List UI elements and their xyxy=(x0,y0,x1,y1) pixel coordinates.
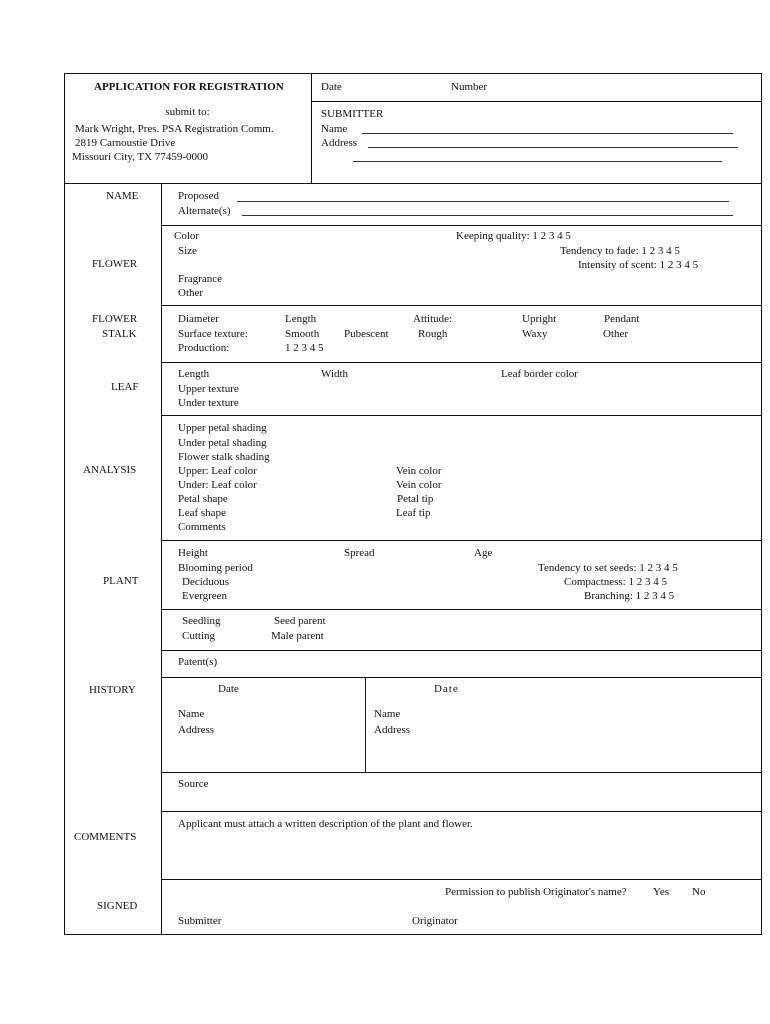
spread-label: Spread xyxy=(344,547,375,559)
signed-section-label: SIGNED xyxy=(97,900,138,912)
surface-texture-label: Surface texture: xyxy=(178,328,248,340)
analysis-item: Upper petal shading xyxy=(178,422,267,434)
label-column-divider xyxy=(161,183,162,935)
analysis-item: Under: Leaf color xyxy=(178,479,257,491)
submitter-name-label: Name xyxy=(321,123,348,135)
upright-option[interactable]: Upright xyxy=(522,313,557,325)
address-line-1: Mark Wright, Pres. PSA Registration Comm. xyxy=(75,123,274,135)
rule-after-comments xyxy=(161,879,762,880)
submitter-name-line[interactable] xyxy=(362,133,733,134)
size-label: Size xyxy=(178,245,197,257)
leaf-section-label: LEAF xyxy=(111,381,139,393)
fragrance-label: Fragrance xyxy=(178,273,222,285)
analysis-item-right: Leaf tip xyxy=(396,507,431,519)
header-divider xyxy=(311,73,312,183)
leaf-length-label: Length xyxy=(178,368,210,380)
compactness-label: Compactness: 1 2 3 4 5 xyxy=(564,576,667,588)
rule-after-plant xyxy=(161,609,762,610)
seed-parent-label: Seed parent xyxy=(274,615,326,627)
comments-section-label: COMMENTS xyxy=(74,831,137,843)
submit-to-label: submit to: xyxy=(165,106,210,118)
rule-after-flower xyxy=(161,305,762,306)
comments-note: Applicant must attach a written description of the plant and flower. xyxy=(178,818,473,830)
permission-question: Permission to publish Originator's name? xyxy=(445,886,627,898)
patents-label: Patent(s) xyxy=(178,656,218,668)
rule-after-parents xyxy=(161,650,762,651)
color-label: Color xyxy=(174,230,200,242)
originator-signature-label: Originator xyxy=(412,915,458,927)
leaf-border-color-label: Leaf border color xyxy=(501,368,578,380)
height-label: Height xyxy=(178,547,208,559)
address-line-3: Missouri City, TX 77459-0000 xyxy=(72,151,208,163)
keeping-quality-label: Keeping quality: 1 2 3 4 5 xyxy=(456,230,571,242)
date-field-label[interactable]: Date xyxy=(321,81,342,93)
analysis-item-right: Petal tip xyxy=(397,493,434,505)
waxy-option[interactable]: Waxy xyxy=(522,328,548,340)
name-section-label: NAME xyxy=(106,190,139,202)
pendant-option[interactable]: Pendant xyxy=(604,313,640,325)
rule-after-patents xyxy=(161,677,762,678)
flower-stalk-label-1: FLOWER xyxy=(92,313,138,325)
header-date-rule xyxy=(311,101,762,102)
analysis-item: Upper: Leaf color xyxy=(178,465,257,477)
history-date-right: Date xyxy=(434,683,459,695)
pubescent-option[interactable]: Pubescent xyxy=(344,328,389,340)
number-field-label[interactable]: Number xyxy=(451,81,488,93)
smooth-option[interactable]: Smooth xyxy=(285,328,320,340)
analysis-item: Comments xyxy=(178,521,226,533)
stalk-other-option[interactable]: Other xyxy=(603,328,629,340)
blooming-period-label: Blooming period xyxy=(178,562,253,574)
leaf-width-label: Width xyxy=(321,368,349,380)
history-column-divider xyxy=(365,677,366,772)
flower-stalk-label-2: STALK xyxy=(102,328,137,340)
cutting-option[interactable]: Cutting xyxy=(182,630,216,642)
history-name-left: Name xyxy=(178,708,205,720)
analysis-item: Leaf shape xyxy=(178,507,226,519)
under-texture-label: Under texture xyxy=(178,397,239,409)
rule-after-history xyxy=(161,772,762,773)
permission-no-option[interactable]: No xyxy=(692,886,706,898)
deciduous-option[interactable]: Deciduous xyxy=(182,576,230,588)
analysis-item-right: Vein color xyxy=(396,465,442,477)
intensity-of-scent-label: Intensity of scent: 1 2 3 4 5 xyxy=(578,259,699,271)
analysis-section-label: ANALYSIS xyxy=(83,464,137,476)
flower-other-label: Other xyxy=(178,287,204,299)
rule-after-analysis xyxy=(161,540,762,541)
rule-after-source xyxy=(161,811,762,812)
rule-after-leaf xyxy=(161,415,762,416)
rough-option[interactable]: Rough xyxy=(418,328,448,340)
age-label: Age xyxy=(474,547,493,559)
history-date-left: Date xyxy=(218,683,239,695)
form-title: APPLICATION FOR REGISTRATION xyxy=(94,81,284,93)
submitter-heading: SUBMITTER xyxy=(321,108,384,120)
production-label: Production: xyxy=(178,342,230,354)
analysis-item: Under petal shading xyxy=(178,437,267,449)
upper-texture-label: Upper texture xyxy=(178,383,239,395)
alternate-line[interactable] xyxy=(242,215,733,216)
plant-section-label: PLANT xyxy=(103,575,139,587)
proposed-label: Proposed xyxy=(178,190,219,202)
tendency-to-set-seeds-label: Tendency to set seeds: 1 2 3 4 5 xyxy=(538,562,678,574)
diameter-label: Diameter xyxy=(178,313,219,325)
flower-section-label: FLOWER xyxy=(92,258,138,270)
submitter-address-label: Address xyxy=(321,137,358,149)
male-parent-label: Male parent xyxy=(271,630,324,642)
history-section-label: HISTORY xyxy=(89,684,136,696)
seedling-option[interactable]: Seedling xyxy=(182,615,221,627)
header-bottom-rule xyxy=(64,183,762,184)
source-label: Source xyxy=(178,778,209,790)
production-scale[interactable]: 1 2 3 4 5 xyxy=(285,342,324,354)
submitter-address-line-2[interactable] xyxy=(353,161,722,162)
attitude-label: Attitude: xyxy=(413,313,453,325)
analysis-item-right: Vein color xyxy=(396,479,442,491)
analysis-item: Petal shape xyxy=(178,493,228,505)
history-name-right: Name xyxy=(374,708,401,720)
rule-after-stalk xyxy=(161,362,762,363)
submitter-signature-label: Submitter xyxy=(178,915,222,927)
address-line-2: 2819 Carnoustie Drive xyxy=(75,137,176,149)
branching-label: Branching: 1 2 3 4 5 xyxy=(584,590,675,602)
evergreen-option[interactable]: Evergreen xyxy=(182,590,227,602)
history-address-right: Address xyxy=(374,724,411,736)
permission-yes-option[interactable]: Yes xyxy=(653,886,670,898)
alternate-label: Alternate(s) xyxy=(178,205,231,217)
proposed-line[interactable] xyxy=(237,201,729,202)
submitter-address-line-1[interactable] xyxy=(368,147,738,148)
rule-after-name xyxy=(161,225,762,226)
tendency-to-fade-label: Tendency to fade: 1 2 3 4 5 xyxy=(560,245,680,257)
analysis-item: Flower stalk shading xyxy=(178,451,270,463)
stalk-length-label: Length xyxy=(285,313,317,325)
history-address-left: Address xyxy=(178,724,215,736)
